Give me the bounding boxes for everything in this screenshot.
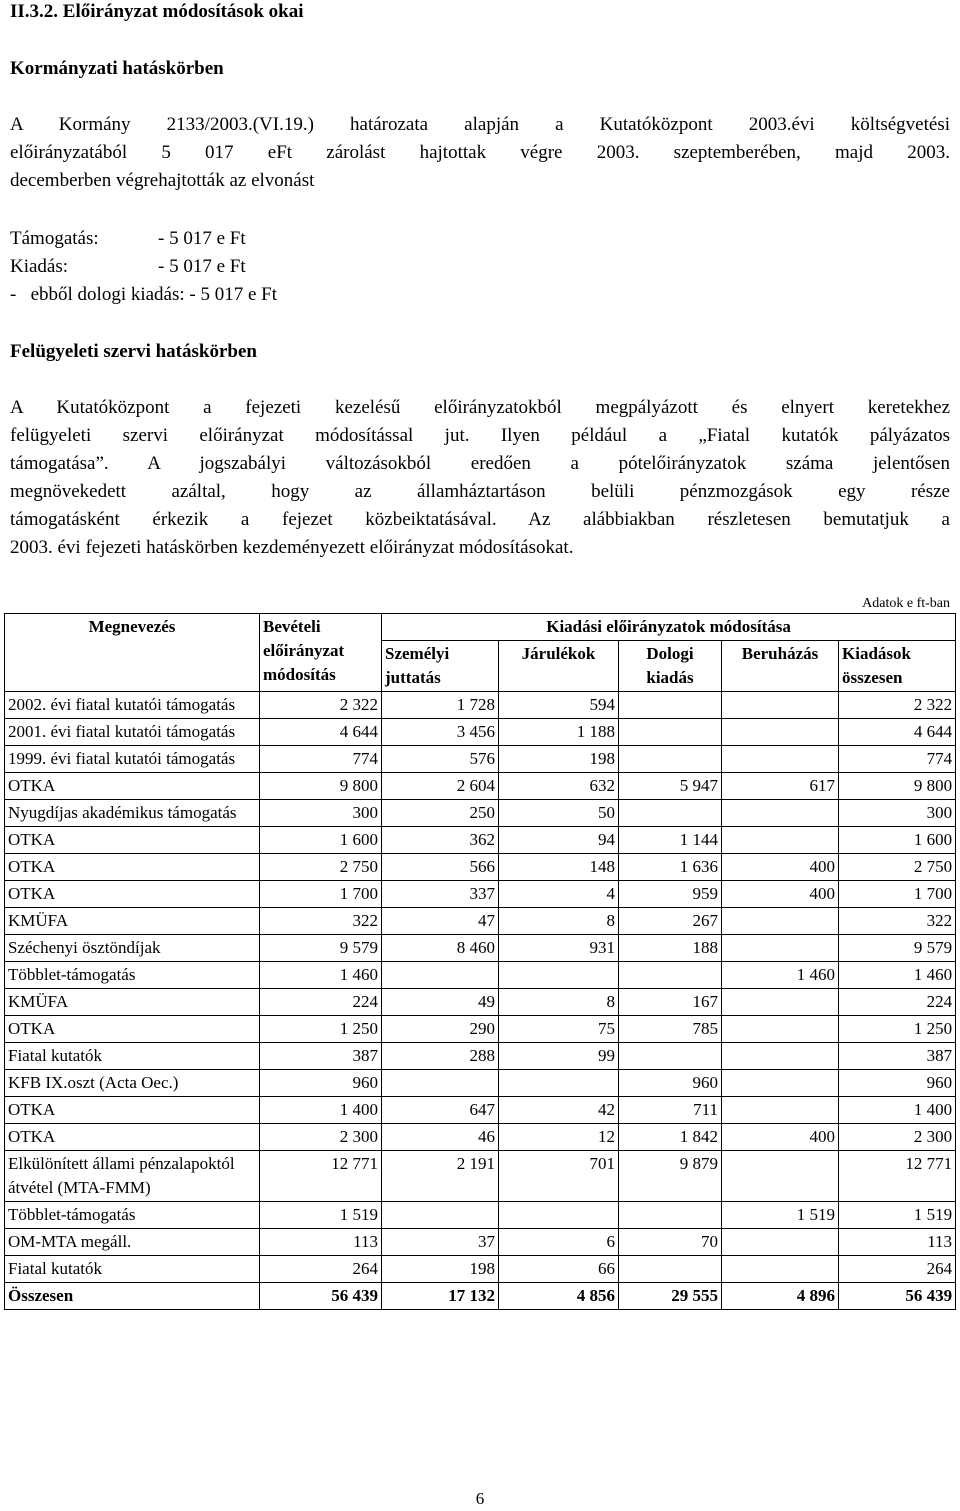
support-line	[10, 228, 246, 250]
table-row	[5, 935, 956, 962]
row-value: 56 439	[839, 1283, 956, 1310]
paragraph-line: decemberben végrehajtották az elvonást	[10, 170, 315, 191]
table-row	[5, 1202, 956, 1229]
row-value	[722, 1097, 839, 1124]
expense-value: - 5 017 e Ft	[158, 256, 246, 277]
table-row	[5, 1151, 956, 1202]
paragraph-line: A Kutatóközpont a fejezeti kezelésű előirányzatokból megpályázott és elnyert keretekhez	[10, 397, 950, 418]
row-value	[722, 719, 839, 746]
header-contributions: Járulékok	[499, 641, 619, 692]
row-label: KFB IX.oszt (Acta Oec.)	[5, 1070, 260, 1097]
row-value: 711	[619, 1097, 722, 1124]
paragraph-line: előirányzatából 5 017 eFt zárolást hajtottak végre 2003. szeptemberében, majd 2003.	[10, 142, 950, 163]
header-revenue: Bevételi előirányzat módosítás	[260, 614, 382, 692]
table-row	[5, 746, 956, 773]
row-value: 1 700	[260, 881, 382, 908]
row-value: 785	[619, 1016, 722, 1043]
table-body	[5, 692, 956, 1310]
row-value: 9 579	[839, 935, 956, 962]
row-value	[722, 692, 839, 719]
paragraph-line: támogatásként érkezik a fejezet közbeiktatásával. Az alábbiakban részletesen bemutatjuk a	[10, 509, 950, 530]
row-value	[722, 1151, 839, 1202]
subheading-government: Kormányzati hatáskörben	[10, 58, 224, 79]
row-value	[382, 962, 499, 989]
total-row	[5, 1283, 956, 1310]
row-value	[382, 1070, 499, 1097]
table-row	[5, 962, 956, 989]
row-value: 1 144	[619, 827, 722, 854]
row-value: 1 460	[260, 962, 382, 989]
row-value: 2 300	[260, 1124, 382, 1151]
row-value: 1 519	[839, 1202, 956, 1229]
row-label: Többlet-támogatás	[5, 1202, 260, 1229]
row-value: 566	[382, 854, 499, 881]
row-value: 12	[499, 1124, 619, 1151]
row-value	[722, 1016, 839, 1043]
row-label: OTKA	[5, 773, 260, 800]
row-value: 267	[619, 908, 722, 935]
row-value: 774	[839, 746, 956, 773]
row-value	[722, 800, 839, 827]
paragraph-line: 2003. évi fejezeti hatáskörben kezdeményezett előirányzat módosításokat.	[10, 537, 574, 558]
row-value	[722, 989, 839, 1016]
row-value: 12 771	[260, 1151, 382, 1202]
header-material: Dologi kiadás	[619, 641, 722, 692]
table-row	[5, 1256, 956, 1283]
row-value: 113	[839, 1229, 956, 1256]
row-value: 1 842	[619, 1124, 722, 1151]
row-value: 1 250	[260, 1016, 382, 1043]
row-value: 46	[382, 1124, 499, 1151]
row-value: 4 644	[839, 719, 956, 746]
support-label: Támogatás:	[10, 228, 99, 249]
table-row	[5, 1043, 956, 1070]
support-value: - 5 017 e Ft	[158, 228, 246, 249]
row-value: 647	[382, 1097, 499, 1124]
row-label: Nyugdíjas akadémikus támogatás	[5, 800, 260, 827]
row-value: 9 579	[260, 935, 382, 962]
table-row	[5, 989, 956, 1016]
of-which-line: - ebből dologi kiadás: - 5 017 e Ft	[10, 284, 278, 305]
row-value: 2 300	[839, 1124, 956, 1151]
row-value	[619, 800, 722, 827]
row-value: 594	[499, 692, 619, 719]
row-value: 47	[382, 908, 499, 935]
section-heading: II.3.2. Előirányzat módosítások okai	[10, 1, 304, 22]
row-value: 1 250	[839, 1016, 956, 1043]
row-value: 337	[382, 881, 499, 908]
row-value	[382, 1202, 499, 1229]
table-row	[5, 1229, 956, 1256]
row-value	[619, 1256, 722, 1283]
row-value: 300	[839, 800, 956, 827]
row-value: 960	[619, 1070, 722, 1097]
table-row	[5, 1016, 956, 1043]
table-row	[5, 1097, 956, 1124]
table-row	[5, 719, 956, 746]
row-label: Összesen	[5, 1283, 260, 1310]
row-value: 387	[839, 1043, 956, 1070]
row-value: 632	[499, 773, 619, 800]
header-expense-group: Kiadási előirányzatok módosítása	[382, 614, 956, 641]
row-value: 37	[382, 1229, 499, 1256]
row-label: 2002. évi fiatal kutatói támogatás	[5, 692, 260, 719]
row-value: 300	[260, 800, 382, 827]
row-value: 224	[260, 989, 382, 1016]
row-label: OM-MTA megáll.	[5, 1229, 260, 1256]
row-label: Elkülönített állami pénzalapoktól átvétel (MTA-FMM)	[5, 1151, 260, 1202]
row-value: 66	[499, 1256, 619, 1283]
row-value: 400	[722, 881, 839, 908]
header-name: Megnevezés	[5, 614, 260, 692]
row-value: 617	[722, 773, 839, 800]
row-value	[619, 962, 722, 989]
row-value: 8	[499, 908, 619, 935]
row-value: 8	[499, 989, 619, 1016]
row-value: 99	[499, 1043, 619, 1070]
row-value	[722, 935, 839, 962]
row-value: 322	[839, 908, 956, 935]
row-value: 2 750	[839, 854, 956, 881]
row-value: 198	[499, 746, 619, 773]
row-label: Széchenyi ösztöndíjak	[5, 935, 260, 962]
row-value: 4 644	[260, 719, 382, 746]
paragraph-line: A Kormány 2133/2003.(VI.19.) határozata alapján a Kutatóközpont 2003.évi költségvetési	[10, 114, 950, 135]
table-row	[5, 800, 956, 827]
row-label: Fiatal kutatók	[5, 1043, 260, 1070]
paragraph-line: megnövekedett azáltal, hogy az államháztartáson belüli pénzmozgások egy része	[10, 481, 950, 502]
table-row	[5, 827, 956, 854]
table-row	[5, 908, 956, 935]
row-value	[619, 746, 722, 773]
row-value: 1 636	[619, 854, 722, 881]
row-value: 6	[499, 1229, 619, 1256]
row-label: Fiatal kutatók	[5, 1256, 260, 1283]
row-value: 49	[382, 989, 499, 1016]
row-value: 4 896	[722, 1283, 839, 1310]
row-value: 5 947	[619, 773, 722, 800]
row-value: 960	[839, 1070, 956, 1097]
row-value: 9 800	[260, 773, 382, 800]
header-personnel: Személyi juttatás	[382, 641, 499, 692]
row-value: 9 879	[619, 1151, 722, 1202]
row-value: 188	[619, 935, 722, 962]
row-value: 29 555	[619, 1283, 722, 1310]
row-value	[722, 1229, 839, 1256]
row-value: 113	[260, 1229, 382, 1256]
row-value: 50	[499, 800, 619, 827]
row-value	[619, 1043, 722, 1070]
row-label: Többlet-támogatás	[5, 962, 260, 989]
row-label: KMÜFA	[5, 989, 260, 1016]
row-value: 1 188	[499, 719, 619, 746]
row-value: 2 604	[382, 773, 499, 800]
row-value	[722, 1070, 839, 1097]
row-value: 1 600	[839, 827, 956, 854]
row-value: 931	[499, 935, 619, 962]
row-value: 1 460	[839, 962, 956, 989]
row-value: 167	[619, 989, 722, 1016]
row-label: KMÜFA	[5, 908, 260, 935]
row-value: 1 460	[722, 962, 839, 989]
row-value: 250	[382, 800, 499, 827]
row-value: 17 132	[382, 1283, 499, 1310]
row-value	[722, 746, 839, 773]
row-label: OTKA	[5, 1124, 260, 1151]
row-value	[619, 692, 722, 719]
paragraph-line: támogatása”. A jogszabályi változásokból eredően a pótelőirányzatok száma jelentősen	[10, 453, 950, 474]
row-value: 12 771	[839, 1151, 956, 1202]
row-label: OTKA	[5, 1016, 260, 1043]
table-row	[5, 692, 956, 719]
row-value: 2 322	[839, 692, 956, 719]
paragraph-line: felügyeleti szervi előirányzat módosítással jut. Ilyen például a „Fiatal kutatók pályázatos	[10, 425, 950, 446]
expense-label: Kiadás:	[10, 256, 69, 277]
row-value: 701	[499, 1151, 619, 1202]
table-row	[5, 881, 956, 908]
row-value: 9 800	[839, 773, 956, 800]
row-value: 70	[619, 1229, 722, 1256]
row-value: 576	[382, 746, 499, 773]
row-value: 148	[499, 854, 619, 881]
subheading-supervisory: Felügyeleti szervi hatáskörben	[10, 341, 257, 362]
row-value: 1 400	[839, 1097, 956, 1124]
row-value	[722, 1256, 839, 1283]
row-value: 1 600	[260, 827, 382, 854]
row-value	[499, 1070, 619, 1097]
row-value: 400	[722, 854, 839, 881]
row-value	[619, 1202, 722, 1229]
table-row	[5, 854, 956, 881]
row-value: 2 191	[382, 1151, 499, 1202]
row-value: 959	[619, 881, 722, 908]
row-value: 75	[499, 1016, 619, 1043]
row-value: 1 519	[260, 1202, 382, 1229]
row-value: 1 700	[839, 881, 956, 908]
row-label: 1999. évi fiatal kutatói támogatás	[5, 746, 260, 773]
table-row	[5, 1124, 956, 1151]
header-total: Kiadások összesen	[839, 641, 956, 692]
row-value: 2 750	[260, 854, 382, 881]
row-value: 224	[839, 989, 956, 1016]
header-investment: Beruházás	[722, 641, 839, 692]
row-value: 94	[499, 827, 619, 854]
row-value: 362	[382, 827, 499, 854]
row-value	[722, 908, 839, 935]
row-value: 2 322	[260, 692, 382, 719]
row-value	[722, 1043, 839, 1070]
row-value: 1 519	[722, 1202, 839, 1229]
row-label: OTKA	[5, 854, 260, 881]
row-label: 2001. évi fiatal kutatói támogatás	[5, 719, 260, 746]
table-row	[5, 1070, 956, 1097]
row-value: 264	[260, 1256, 382, 1283]
row-value: 288	[382, 1043, 499, 1070]
row-value: 4	[499, 881, 619, 908]
row-value: 290	[382, 1016, 499, 1043]
row-value: 774	[260, 746, 382, 773]
row-value: 387	[260, 1043, 382, 1070]
row-value	[619, 719, 722, 746]
row-value: 42	[499, 1097, 619, 1124]
table-row	[5, 773, 956, 800]
row-value: 264	[839, 1256, 956, 1283]
row-value: 322	[260, 908, 382, 935]
units-note: Adatok e ft-ban	[862, 596, 950, 611]
row-value: 1 728	[382, 692, 499, 719]
row-value: 8 460	[382, 935, 499, 962]
row-value	[499, 962, 619, 989]
row-label: OTKA	[5, 827, 260, 854]
row-label: OTKA	[5, 881, 260, 908]
expense-line	[10, 256, 246, 278]
row-label: OTKA	[5, 1097, 260, 1124]
budget-modification-table	[4, 613, 956, 1310]
row-value: 198	[382, 1256, 499, 1283]
row-value: 56 439	[260, 1283, 382, 1310]
row-value: 960	[260, 1070, 382, 1097]
page-number: 6	[475, 1489, 485, 1508]
row-value: 400	[722, 1124, 839, 1151]
row-value: 3 456	[382, 719, 499, 746]
row-value: 4 856	[499, 1283, 619, 1310]
row-value	[499, 1202, 619, 1229]
row-value: 1 400	[260, 1097, 382, 1124]
row-value	[722, 827, 839, 854]
